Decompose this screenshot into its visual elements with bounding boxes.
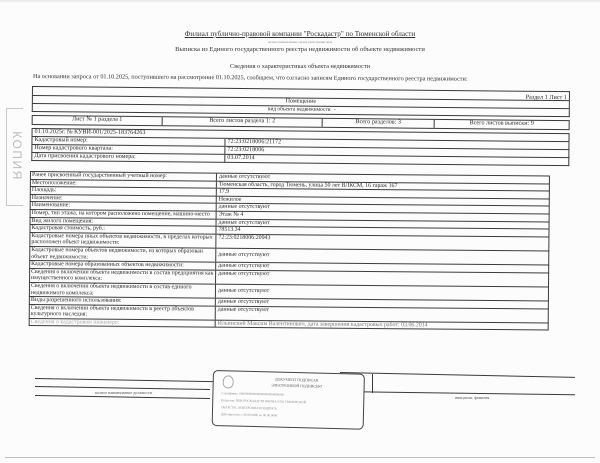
request-text: На основании запроса от 01.10.2025, поступившего на рассмотрение 01.10.2025, сообщаем, что согласно записям Единого государственного реестра недвижимости: <box>32 73 468 83</box>
section-sheet-label: Раздел 1 Лист 1 <box>525 93 567 102</box>
extract-number: 01.10.2025г. № КУВИ-001/2025-183764263 <box>34 128 146 136</box>
row-value: данные отсутствуют <box>218 173 271 181</box>
scan-top-edge <box>0 0 600 3</box>
signature-line <box>340 372 575 378</box>
row-label: Вид жилого помещения: <box>31 218 217 226</box>
row-value: данные отсутствуют <box>218 270 270 277</box>
ecp-title: ДОКУМЕНТ ПОДПИСАН <box>275 377 319 383</box>
row-label: Кадастровые номера образованных объектов недвижимости: <box>30 261 216 269</box>
row-label: Виды разрешенного использования: <box>30 297 216 305</box>
row-value: Тюменская область, город Тюмень, улица 50 лет ВЛКСМ, 16 гараж 167 <box>218 181 398 189</box>
row-value: данные отсутствуют <box>218 219 270 226</box>
object-type-caption: вид объекта недвижимости <box>267 106 331 114</box>
ecp-line: ОБЛАСТИ, ЭЛЕКТРОННАЯ ПОДПИСЬ <box>221 405 277 411</box>
organization-subtitle: полное наименование органа регистрации прав <box>267 40 333 44</box>
row-value: данные отсутствуют <box>218 262 270 270</box>
copy-stamp-label: КОПИЯ <box>10 131 24 181</box>
row-label: Кадастровые номера объектов недвижимости, из которых образован объект недвижимости: <box>30 247 216 262</box>
row-label: Местоположение: <box>31 180 217 188</box>
ecp-subtitle: ЭЛЕКТРОННОЙ ПОДПИСЬЮ <box>271 383 323 389</box>
row-label: Ранее присвоенный государственный учетный номер: <box>31 172 217 180</box>
row-value: 72:23:0218006:20943 <box>218 234 271 241</box>
identifier-label: Дата присвоения кадастрового номера: <box>32 153 225 162</box>
document-title: Выписка из Единого государственного реестра недвижимости об объекте недвижимости <box>175 46 425 53</box>
row-value: данные отсутствуют <box>218 251 270 259</box>
row-label: Кадастровые номера иных объектов недвижимости, в пределах которых расположен объект недвижимости: <box>30 233 216 248</box>
row-value: Нежилое <box>218 196 242 203</box>
row-value: 78513.34 <box>218 226 241 233</box>
copy-stamp <box>6 108 23 206</box>
row-label: Назначение: <box>31 195 217 203</box>
row-label: Наименование: <box>31 202 217 210</box>
row-value: Этаж № 4 <box>218 211 244 218</box>
total-sheets-section: Всего листов раздела 1: 2 <box>163 118 323 127</box>
ecp-line: Владелец: ППК РОСКАДАСТР ФИЛИАЛ ПО ТЮМЕНСКОЙ <box>221 398 307 405</box>
row-label: Сведения о включении объекта недвижимости в состав единого недвижимого комплекса: <box>30 283 216 298</box>
characteristics-table <box>29 171 550 331</box>
assignment-date: 03.07.2014 <box>227 155 255 162</box>
ecp-line: Сертификат: 0000000000000000000000000000 <box>221 391 285 397</box>
row-label: Номер, тип этажа, на котором расположено помещение, машино-место <box>31 210 217 218</box>
position-caption: полное наименование должности <box>95 390 152 395</box>
sheet-info: Лист № 1 раздела 1 <box>33 116 163 124</box>
total-sheets-extract: Всего листов выписки: 9 <box>469 120 534 128</box>
row-value: данные отсутствуют <box>217 287 270 294</box>
row-value: Ильинский Максим Валентинович, дата завершения кадастровых работ: 03.06.2014 <box>217 320 428 329</box>
ecp-line: Действителен: с 00.00.0000 по 00.00.0000 <box>220 412 278 418</box>
row-value: данные отсутствуют <box>217 298 270 306</box>
identifier-label: Номер кадастрового квартала: <box>32 145 225 154</box>
scan-bottom-edge <box>5 457 595 458</box>
row-label: Сведения о кадастровом инженере: <box>30 319 216 327</box>
object-type: Помещение <box>285 98 317 105</box>
caption-dash: - <box>332 107 336 114</box>
row-value: данные отсутствуют <box>218 204 270 211</box>
row-label: Сведения о включении объекта недвижимости в состав предприятия как имущественного комплекса: <box>30 269 216 284</box>
organization-name: Филиал публично-правовой компании "Роскадастр" по Тюменской области <box>184 30 416 38</box>
info-heading: Сведения о характеристиках объекта недвижимости <box>230 63 370 70</box>
section-header <box>31 86 570 167</box>
cadastral-number: 72:23:0218006:21172 <box>227 138 282 146</box>
row-label: Кадастровая стоимость, руб.: <box>30 225 216 233</box>
row-label: Площадь: <box>31 187 217 195</box>
identifier-label: Кадастровый номер: <box>32 137 225 146</box>
initials-caption: инициалы, фамилия <box>455 395 490 400</box>
signature-line <box>35 395 210 399</box>
row-label: Сведения о включении объекта недвижимости в реестр объектов культурного наследия: <box>30 305 216 320</box>
total-sections: Всего разделов: 3 <box>323 119 435 127</box>
electronic-signature-stamp <box>212 370 365 430</box>
signature-divider <box>372 374 373 393</box>
row-value: 17.9 <box>218 188 230 195</box>
row-value: данные отсутствуют <box>217 306 270 313</box>
emblem-icon <box>223 375 234 388</box>
cadastral-quarter: 72:23:0218006 <box>227 146 265 154</box>
